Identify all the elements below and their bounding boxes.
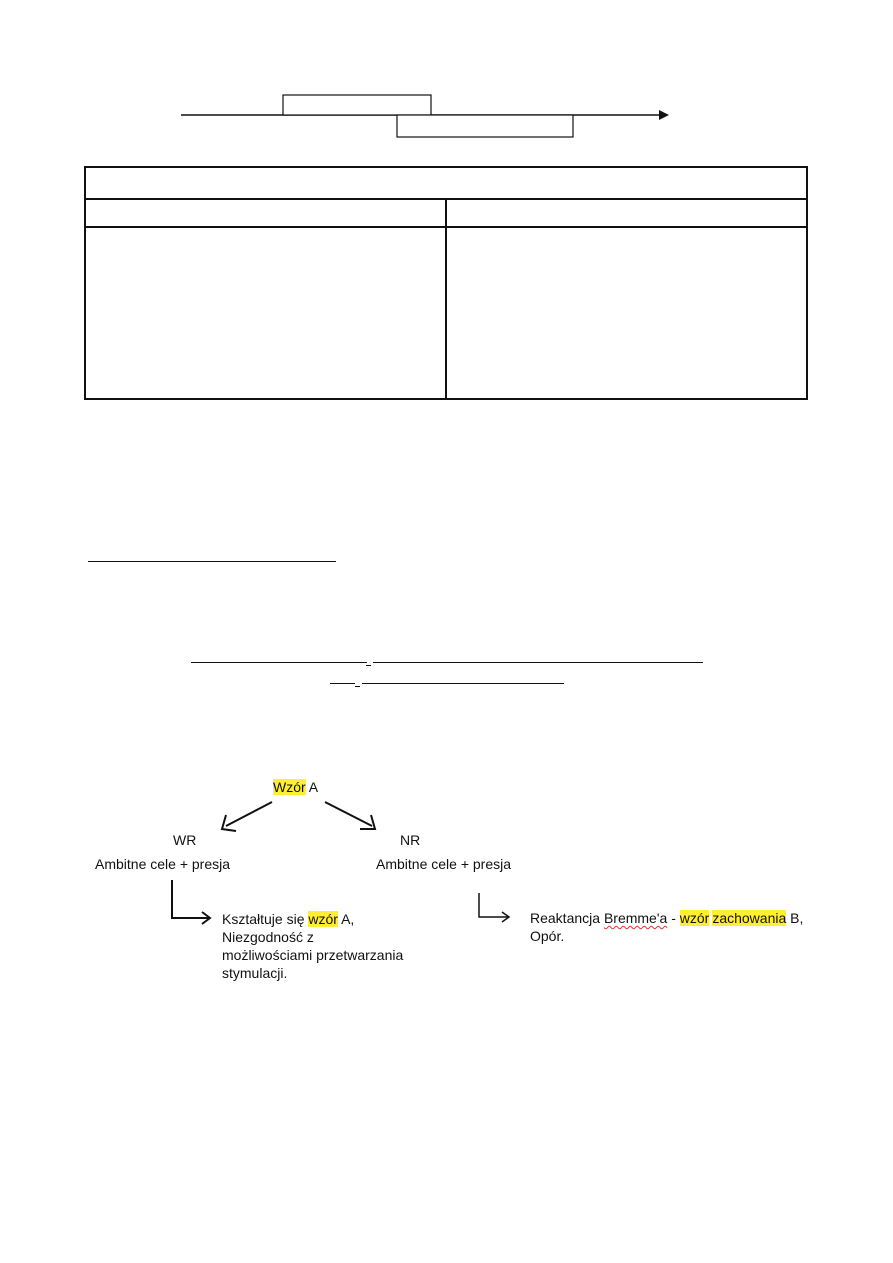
node-nr-effect (530, 909, 803, 945)
node-nr-effect-line1 (530, 909, 803, 927)
node-nr-effect-hl2: zachowania (712, 910, 787, 926)
arrow-to-nr (325, 802, 372, 826)
node-wr-effect-line1 (222, 910, 403, 928)
node-wr-effect (222, 910, 403, 982)
node-wr-effect-suffix: A, (341, 911, 355, 927)
node-nr-effect-suffix: B, (790, 910, 804, 926)
node-nr-effect-prefix: Reaktancja (530, 910, 601, 926)
node-wr-cause: Ambitne cele + presja (95, 856, 231, 872)
node-nr-effect-dash: - (671, 910, 676, 926)
node-wr-effect-line2: Niezgodność z (222, 929, 314, 945)
node-nr-effect-line2: Opór. (530, 928, 565, 944)
node-wr-effect-highlight: wzór (308, 911, 338, 927)
node-wr-effect-prefix: Kształtuje się (222, 911, 305, 927)
node-top-label: Wzór (273, 779, 306, 795)
node-top-suffix: A (308, 779, 319, 795)
node-wr-effect-line3: możliwościami przetwarzania (222, 947, 404, 963)
node-nr-code: NR (400, 832, 421, 848)
node-wr-code: WR (173, 832, 197, 848)
node-top (273, 779, 318, 795)
arrow-to-wr (226, 802, 272, 826)
node-nr-cause: Ambitne cele + presja (376, 856, 512, 872)
node-nr-effect-hl1: wzór (679, 910, 710, 926)
node-nr-effect-name: Bremme'a (603, 910, 668, 926)
node-wr-effect-line4: stymulacji. (222, 965, 288, 981)
